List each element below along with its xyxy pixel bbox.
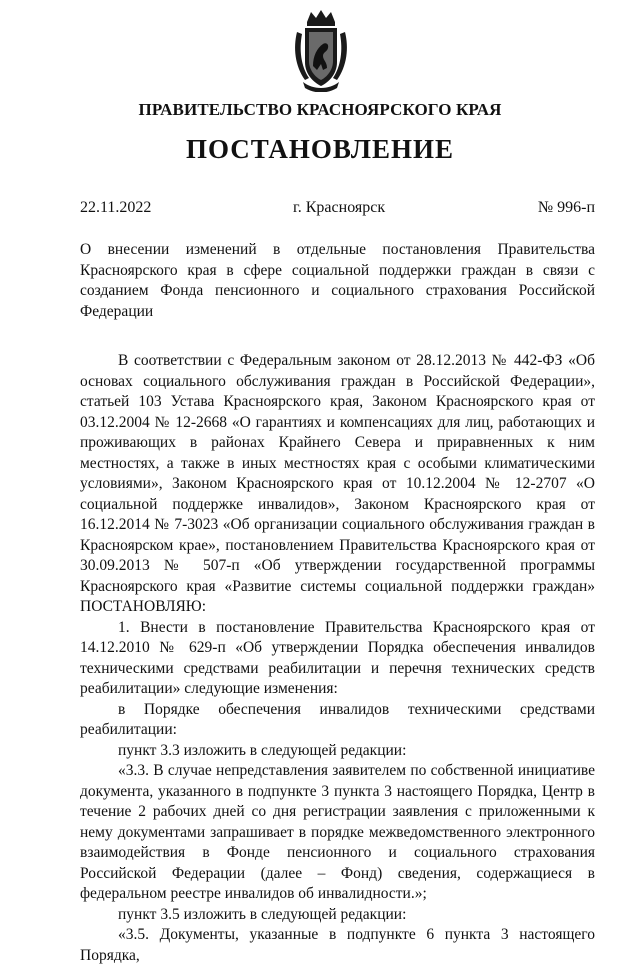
document-city: г. Красноярск (293, 199, 386, 216)
paragraph-item-1: 1. Внести в постановление Правительства Красноярского края от 14.12.2010 № 629-п «Об утверждении Порядка обеспечения инвалидов техническими средствами реабилитации и перечня технических средств реабилитации» следующие изменения: (80, 618, 595, 697)
document-body (80, 351, 595, 966)
paragraph-quote: «3.3. В случае непредставления заявителем по собственной инициативе документа, указанного в подпункте 3 пункта 3 настоящего Порядка, Центр в течение 2 рабочих дней со дня регистрации заявления с приложенными к нему документами запрашивает в порядке межведомственного электронного взаимодействия в Фонде пенсионного и социального страхования Российской Федерации (далее – Фонд) сведения, содержащиеся в федеральном реестре инвалидов об инвалидности.»; (80, 762, 595, 902)
government-name: ПРАВИТЕЛЬСТВО КРАСНОЯРСКОГО КРАЯ (138, 100, 502, 119)
document-title: ПОСТАНОВЛЕНИЕ (185, 134, 455, 164)
document-number: № 996-п (537, 199, 595, 216)
paragraph: в Порядке обеспечения инвалидов техническими средствами реабилитации: (80, 700, 595, 738)
paragraph-preamble: В соответствии с Федеральным законом от 28.12.2013 № 442-ФЗ «Об основах социального обслуживания граждан в Российской Федерации», статьей 103 Устава Красноярского края, Законом Красноярского края от 03.12.2004 № 12-2668 «О гарантиях и компенсациях для лиц, работающих и проживающих в районах Крайнего Севера и приравненных к ним местностях, а также в иных местностях края с особыми климатическими условиями», Законом Красноярского края от 10.12.2004 № 12-2707 «О социальной поддержке инвалидов», Законом Красноярского края от 16.12.2014 № 7-3023 «Об организации социального обслуживания граждан в Красноярском крае», постановлением Правительства Красноярского края от 30.09.2013 № 507-п «Об утверждении государственной программы Красноярского края «Развитие системы социальной поддержки граждан» ПОСТАНОВЛЯЮ: (80, 352, 595, 615)
coat-of-arms-icon (293, 8, 349, 92)
paragraph-quote: «3.5. Документы, указанные в подпункте 6 пункта 3 настоящего Порядка, (80, 926, 595, 964)
document-subject: О внесении изменений в отдельные постановления Правительства Красноярского края в сфере социальной поддержки граждан в связи с созданием Фонда пенсионного и социального страхования Российской Федерации (80, 241, 595, 320)
paragraph: пункт 3.5 изложить в следующей редакции: (118, 905, 407, 923)
paragraph: пункт 3.3 изложить в следующей редакции: (118, 741, 407, 759)
document-date: 22.11.2022 (80, 199, 152, 216)
